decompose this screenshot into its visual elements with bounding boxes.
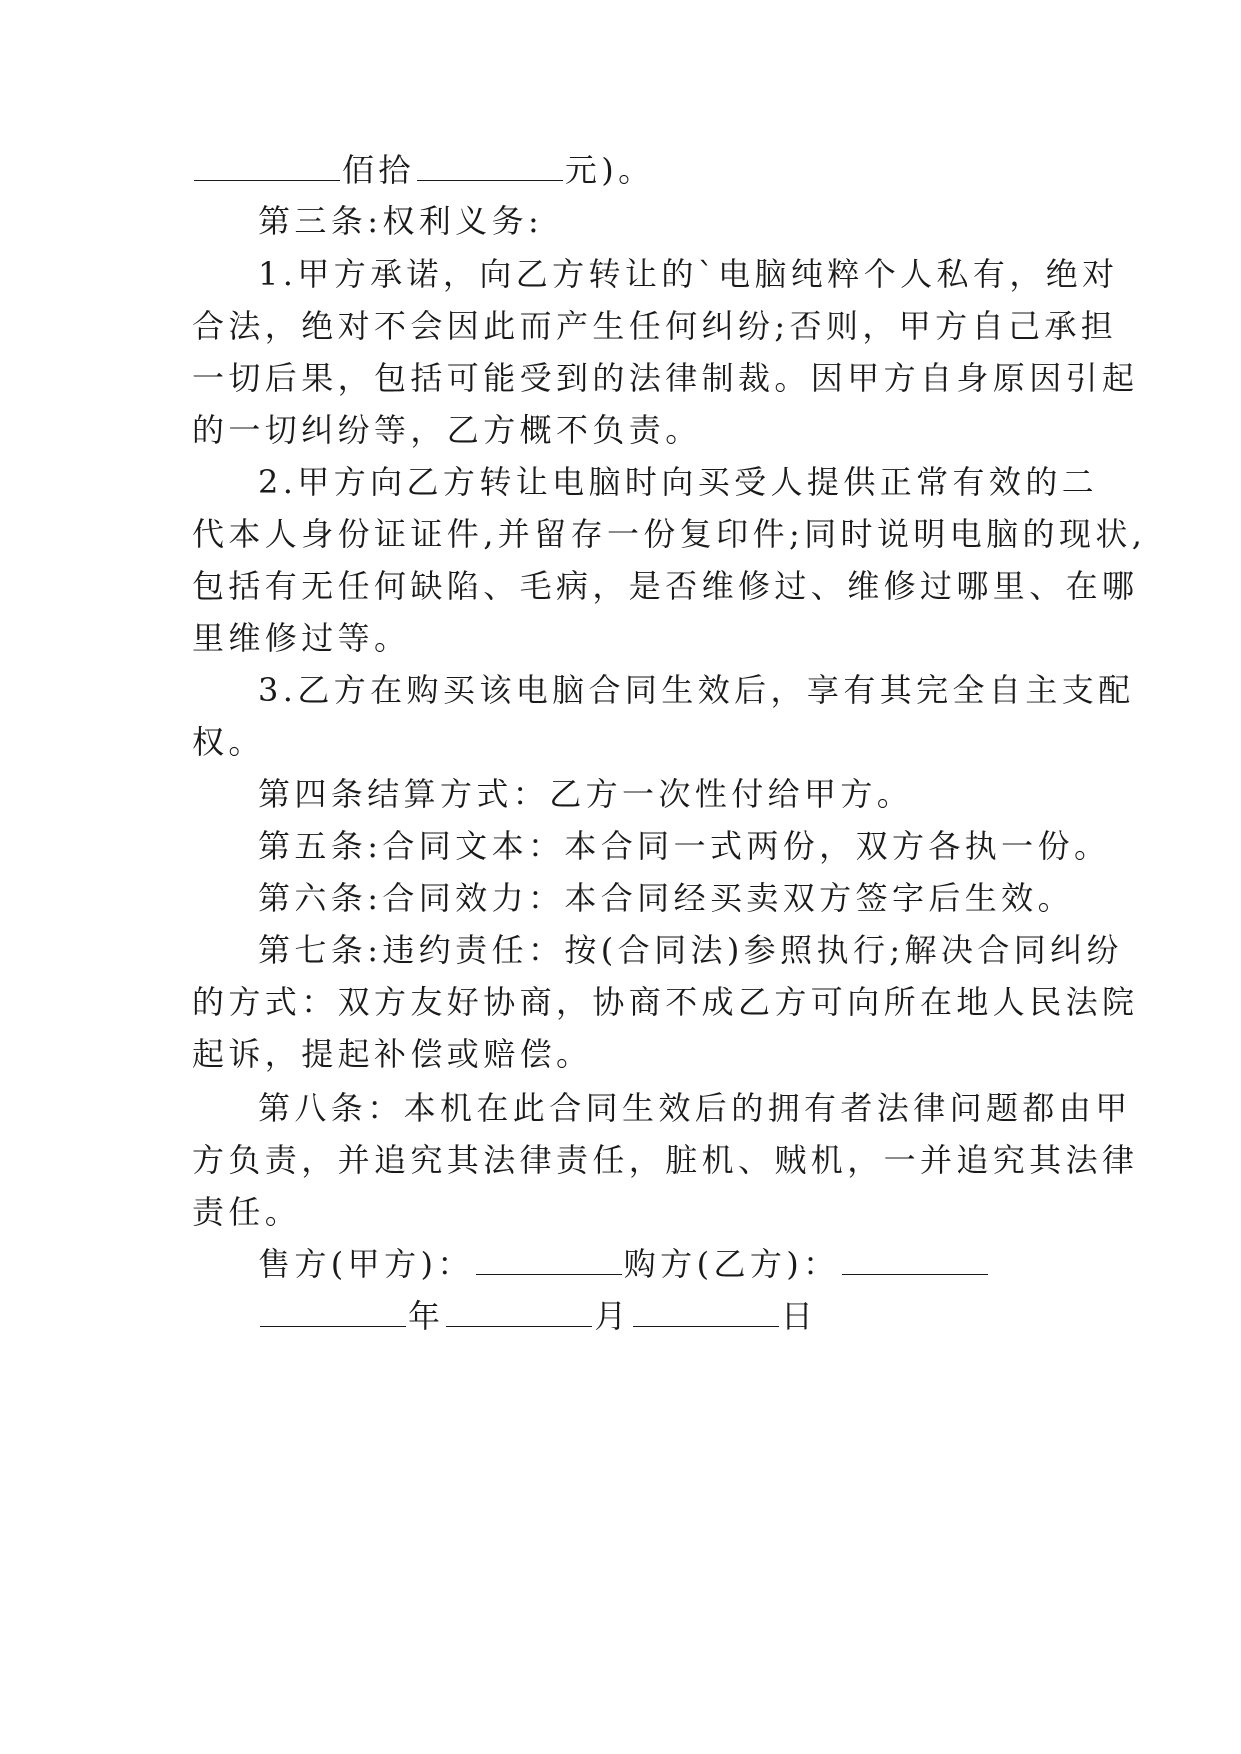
buyer-label: 购方(乙方)： [623, 1245, 840, 1283]
blank-field [194, 150, 340, 181]
month-field [446, 1296, 592, 1327]
day-label: 日 [780, 1297, 818, 1335]
article7-line: 的方式：双方友好协商，协商不成乙方可向所在地人民法院 [192, 983, 1139, 1021]
article3-item3-line: 3.乙方在购买该电脑合同生效后，享有其完全自主支配 [258, 671, 1135, 709]
article3-item2-line: 包括有无任何缺陷、毛病，是否维修过、维修过哪里、在哪 [192, 567, 1139, 605]
year-label: 年 [408, 1297, 445, 1335]
article6-text: 第六条:合同效力：本合同经买卖双方签字后生效。 [258, 879, 1074, 917]
article7-line: 起诉，提起补偿或赔偿。 [192, 1035, 593, 1073]
article3-item1-line: 的一切纠纷等，乙方概不负责。 [192, 411, 702, 449]
article3-item3-line: 权。 [192, 723, 265, 761]
article3-item1-line: 1.甲方承诺，向乙方转让的`电脑纯粹个人私有，绝对 [258, 255, 1119, 293]
hundred-text: 佰拾 [342, 151, 415, 189]
article8-line: 责任。 [192, 1193, 302, 1231]
article3-item2-line: 里维修过等。 [192, 619, 411, 657]
article3-item1-line: 一切后果，包括可能受到的法律制裁。因甲方自身原因引起 [192, 359, 1139, 397]
article5-text: 第五条:合同文本：本合同一式两份，双方各执一份。 [258, 827, 1111, 865]
article3-heading: 第三条:权利义务: [258, 202, 544, 240]
seller-signature-field [476, 1244, 622, 1275]
article3-item1-line: 合法，绝对不会因此而产生任何纠纷;否则，甲方自己承担 [192, 307, 1118, 345]
yuan-text: 元)。 [564, 151, 655, 189]
article3-item2-line: 2.甲方向乙方转让电脑时向买受人提供正常有效的二 [258, 463, 1099, 501]
seller-label: 售方(甲方)： [258, 1245, 474, 1283]
blank-field [417, 150, 563, 181]
article7-line: 第七条:违约责任：按(合同法)参照执行;解决合同纠纷 [258, 931, 1123, 969]
article8-line: 第八条：本机在此合同生效后的拥有者法律问题都由甲 [258, 1089, 1132, 1127]
signature-date-line [258, 1296, 1118, 1336]
day-field [633, 1296, 779, 1327]
signature-parties-line [258, 1244, 1118, 1284]
year-field [260, 1296, 406, 1327]
article8-line: 方负责，并追究其法律责任，脏机、贼机，一并追究其法律 [192, 1141, 1139, 1179]
article4-text: 第四条结算方式：乙方一次性付给甲方。 [258, 775, 914, 813]
month-label: 月 [594, 1297, 631, 1335]
price-fragment-line [192, 150, 1052, 190]
article3-item2-line: 代本人身份证证件,并留存一份复印件;同时说明电脑的现状, [192, 515, 1147, 553]
buyer-signature-field [842, 1244, 988, 1275]
